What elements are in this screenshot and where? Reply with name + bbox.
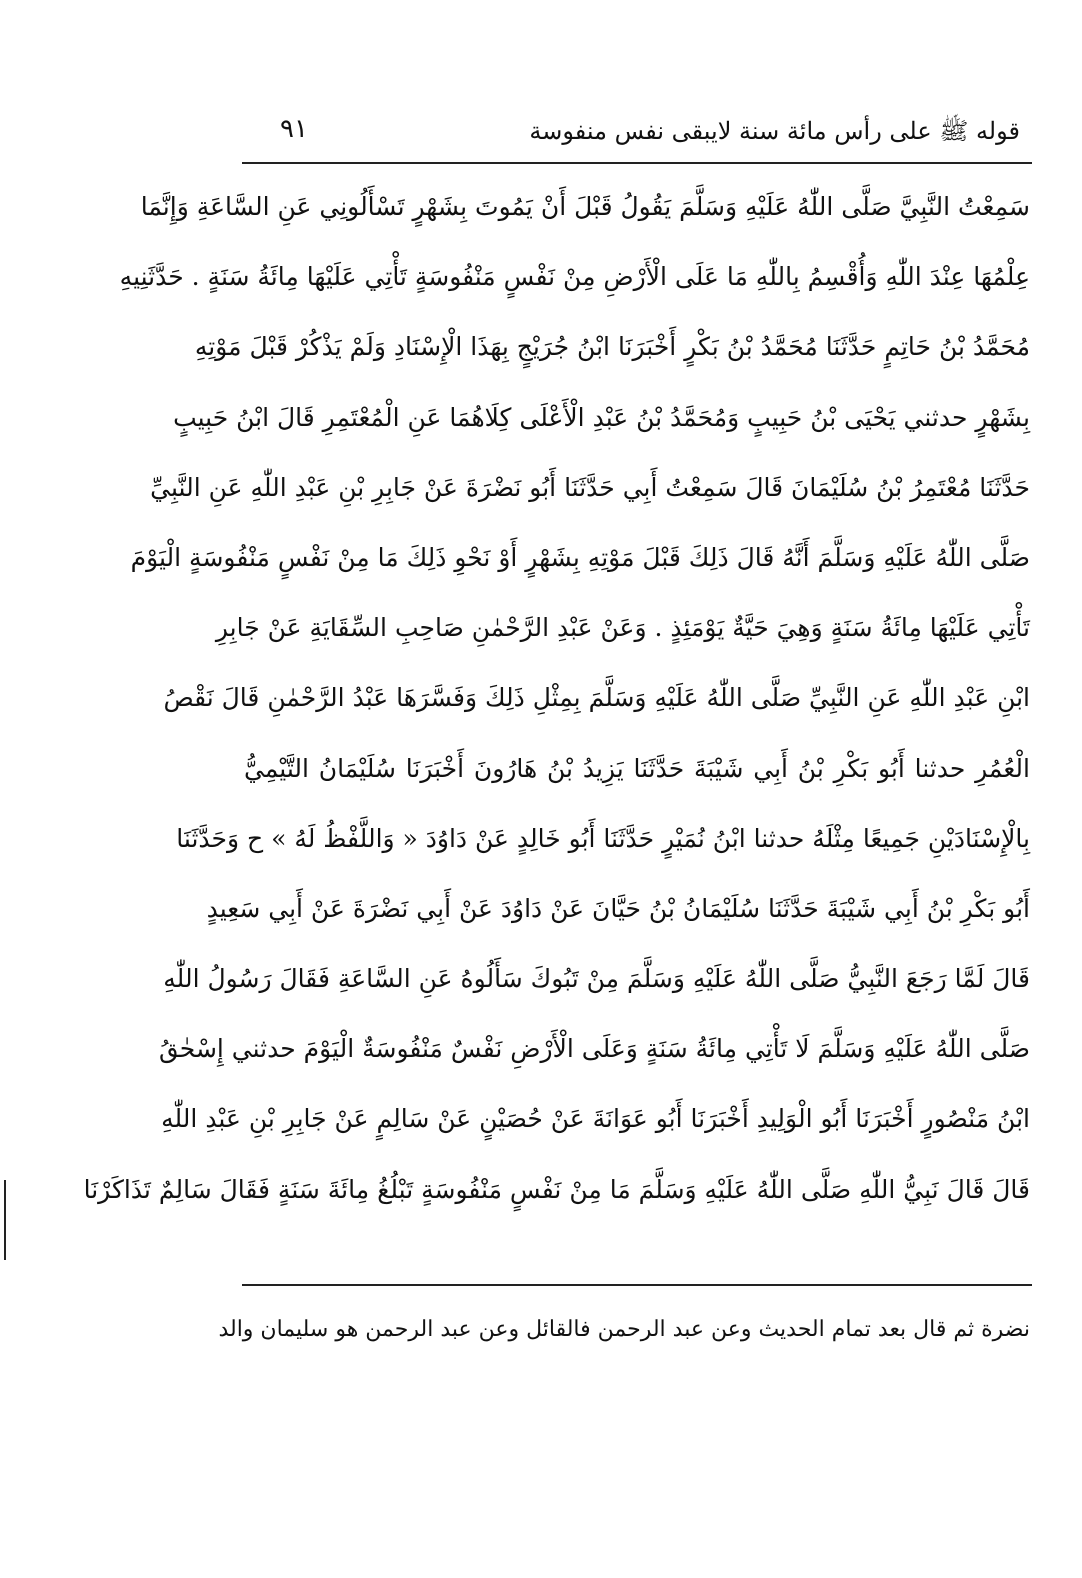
text-line-12: قَالَ لَمَّا رَجَعَ النَّبِيُّ صَلَّى اللّٰهُ عَلَيْهِ وَسَلَّمَ مِنْ تَبُوكَ سَأَلُوهُ عَنِ السَّاعَةِ فَقَالَ رَسُولُ اللّٰهِ [163, 964, 1030, 994]
chapter-heading: قوله ﷺ على رأس مائة سنة لايبقى نفس منفوسة [529, 117, 1020, 145]
footnote-divider [242, 1284, 1032, 1286]
text-line-5: حَدَّثَنَا مُعْتَمِرُ بْنُ سُلَيْمَانَ قَالَ سَمِعْتُ أَبِي حَدَّثَنَا أَبُو نَضْرَةَ عَنْ جَابِرِ بْنِ عَبْدِ اللّٰهِ عَنِ النَّبِيِّ [150, 472, 1030, 502]
text-line-13: صَلَّى اللّٰهُ عَلَيْهِ وَسَلَّمَ لَا تَأْتِي مِائَةُ سَنَةٍ وَعَلَى الْأَرْضِ نَفْسٌ مَنْفُوسَةٌ الْيَوْمَ حدثني إِسْحٰقُ [158, 1034, 1030, 1064]
text-line-11: أَبُو بَكْرِ بْنُ أَبِي شَيْبَةَ حَدَّثَنَا سُلَيْمَانُ بْنُ حَيَّانَ عَنْ دَاوُدَ عَنْ أَبِي نَضْرَةَ عَنْ أَبِي سَعِيدٍ [206, 893, 1030, 923]
text-line-2: عِلْمُهَا عِنْدَ اللّٰهِ وَأُقْسِمُ بِاللّٰهِ مَا عَلَى الْأَرْضِ مِنْ نَفْسٍ مَنْفُوسَةٍ تَأْتِي عَلَيْهَا مِائَةُ سَنَةٍ . حَدَّثَنِيهِ [119, 262, 1030, 292]
footnote: نضرة ثم قال بعد تمام الحديث وعن عبد الرحمن فالقائل وعن عبد الرحمن هو سليمان والد [218, 1317, 1030, 1342]
text-line-14: ابْنُ مَنْصُورٍ أَخْبَرَنَا أَبُو الْوَلِيدِ أَخْبَرَنَا أَبُو عَوَانَةَ عَنْ حُصَيْنٍ عَنْ سَالِمٍ عَنْ جَابِرِ بْنِ عَبْدِ اللّٰهِ [161, 1104, 1030, 1134]
page-number: ٩١ [280, 114, 308, 144]
text-line-6: صَلَّى اللّٰهُ عَلَيْهِ وَسَلَّمَ أَنَّهُ قَالَ ذَلِكَ قَبْلَ مَوْتِهِ بِشَهْرٍ أَوْ نَحْوِ ذَلِكَ مَا مِنْ نَفْسٍ مَنْفُوسَةٍ الْيَوْمَ [130, 542, 1030, 572]
scan-edge-mark [4, 1180, 6, 1260]
text-line-3: مُحَمَّدُ بْنُ حَاتِمٍ حَدَّثَنَا مُحَمَّدُ بْنُ بَكْرٍ أَخْبَرَنَا ابْنُ جُرَيْجٍ بِهَذَا الْإِسْنَادِ وَلَمْ يَذْكُرْ قَبْلَ مَوْتِهِ [194, 332, 1030, 362]
text-line-7: تَأْتِي عَلَيْهَا مِائَةُ سَنَةٍ وَهِيَ حَيَّةٌ يَوْمَئِذٍ . وَعَنْ عَبْدِ الرَّحْمٰنِ صَاحِبِ السِّقَايَةِ عَنْ جَابِرِ [215, 613, 1030, 643]
text-line-4: بِشَهْرٍ حدثني يَحْيَى بْنُ حَبِيبٍ وَمُحَمَّدُ بْنُ عَبْدِ الْأَعْلَى كِلَاهُمَا عَنِ الْمُعْتَمِرِ قَالَ ابْنُ حَبِيبٍ [173, 402, 1030, 432]
text-line-8: ابْنِ عَبْدِ اللّٰهِ عَنِ النَّبِيِّ صَلَّى اللّٰهُ عَلَيْهِ وَسَلَّمَ بِمِثْلِ ذَلِكَ وَفَسَّرَهَا عَبْدُ الرَّحْمٰنِ قَالَ نَقْصُ [163, 683, 1030, 713]
running-header [242, 110, 1032, 160]
text-line-1: سَمِعْتُ النَّبِيَّ صَلَّى اللّٰهُ عَلَيْهِ وَسَلَّمَ يَقُولُ قَبْلَ أَنْ يَمُوتَ بِشَهْرٍ تَسْأَلُونِي عَنِ السَّاعَةِ وَإِنَّمَا [140, 192, 1030, 221]
hadith-text-block [83, 172, 1030, 1295]
text-line-10: بِالْإِسْنَادَيْنِ جَمِيعًا مِثْلَهُ حدثنا ابْنُ نُمَيْرٍ حَدَّثَنَا أَبُو خَالِدٍ عَنْ دَاوُدَ « وَاللَّفْظُ لَهُ » ح وَحَدَّثَنَا [176, 823, 1030, 853]
header-divider [242, 162, 1032, 164]
text-line-15: قَالَ قَالَ نَبِيُّ اللّٰهِ صَلَّى اللّٰهُ عَلَيْهِ وَسَلَّمَ مَا مِنْ نَفْسٍ مَنْفُوسَةٍ تَبْلُغُ مِائَةَ سَنَةٍ فَقَالَ سَالِمٌ تَذَاكَرْنَا [83, 1174, 1030, 1204]
text-line-9: الْعُمُرِ حدثنا أَبُو بَكْرِ بْنُ أَبِي شَيْبَةَ حَدَّثَنَا يَزِيدُ بْنُ هَارُونَ أَخْبَرَنَا سُلَيْمَانُ التَّيْمِيُّ [244, 753, 1030, 783]
